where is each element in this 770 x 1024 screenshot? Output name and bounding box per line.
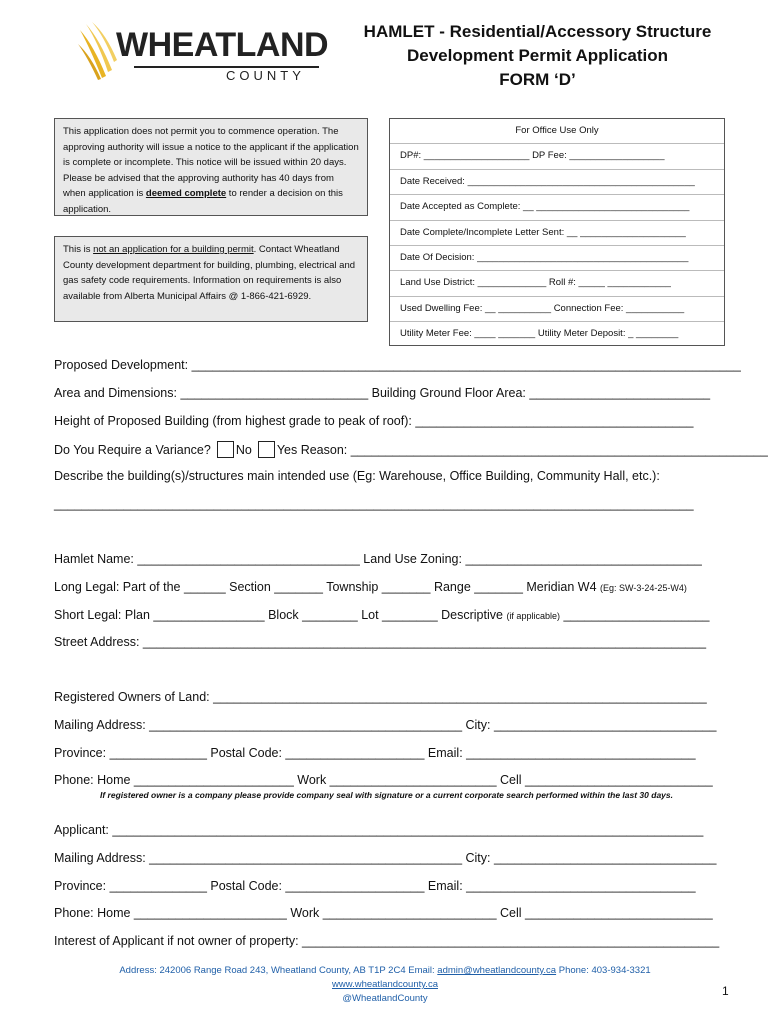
describe-use-field[interactable]: ____________________________________________________________________________________________ — [54, 497, 694, 511]
website-link[interactable]: www.wheatlandcounty.ca — [332, 979, 438, 990]
company-owner-note: If registered owner is a company please provide company seal with signature or a current corporate search performed within the last 30 days. — [100, 790, 673, 800]
building-height-field[interactable]: Height of Proposed Building (from highest grade to peak of roof): ________________________________________ — [54, 414, 694, 428]
notice-text: This application does not permit you to commence operation. The approving authority will issue a notice to the applicant if the application is complete or incomplete. This notice will be issued within 20 days. Please be advised that the approving authority has 40 days from when application is — [63, 126, 359, 199]
short-legal-field[interactable] — [54, 608, 719, 622]
variance-yes-checkbox[interactable] — [258, 441, 275, 458]
title-line-1: HAMLET - Residential/Accessory Structure — [363, 22, 712, 41]
address-label: Address: — [119, 965, 160, 976]
applicant-mailing-field[interactable]: Mailing Address: _____________________________________________ City: ________________________________ — [54, 851, 717, 865]
notice2-text: This is — [63, 244, 94, 255]
owner-phone-field[interactable]: Phone: Home _______________________ Work ________________________ Cell ___________________________ — [54, 773, 713, 787]
footer-contact — [0, 965, 770, 976]
permit-notice-box — [54, 118, 368, 216]
footer-handle — [0, 993, 770, 1004]
applicant-field[interactable]: Applicant: _____________________________________________________________________________________ — [54, 823, 704, 837]
office-row-land-use[interactable]: Land Use District: _____________ Roll #: _____ ____________ — [390, 271, 724, 296]
long-legal-example: (Eg: SW-3-24-25-W4) — [600, 583, 687, 593]
long-legal-text: Long Legal: Part of the ______ Section _______ Township _______ Range _______ Meridian W4 — [54, 580, 601, 594]
office-row-utility-fee[interactable]: Utility Meter Fee: ____ _______ Utility Meter Deposit: _ ________ — [400, 328, 679, 340]
variance-row — [54, 441, 768, 458]
hamlet-zoning-field[interactable]: Hamlet Name: ________________________________ Land Use Zoning: __________________________________ — [54, 552, 702, 566]
variance-no-label: No — [235, 443, 252, 457]
form-title — [340, 20, 735, 92]
building-permit-notice-box — [54, 236, 368, 322]
office-row-dp[interactable]: DP#: ____________________ DP Fee: __________________ — [390, 144, 724, 169]
logo-name: WHEATLAND — [116, 26, 329, 64]
applicant-province-field[interactable]: Province: ______________ Postal Code: ____________________ Email: _________________________________ — [54, 879, 696, 893]
short-legal-text: Short Legal: Plan ________________ Block ________ Lot ________ Descriptive — [54, 608, 507, 622]
footer-phone: 403-934-3321 — [591, 965, 651, 976]
area-dimensions-field[interactable]: Area and Dimensions: ___________________________ Building Ground Floor Area: __________________________ — [54, 386, 711, 400]
title-line-3: FORM ‘D’ — [499, 70, 576, 89]
social-handle: @WheatlandCounty — [342, 993, 428, 1004]
office-use-box — [389, 118, 725, 346]
notice2-text-end: . Contact Wheatland County development department for building, plumbing, electrical and gas safety code requirements. Information on requirements is also available from Alberta Municipal Affairs @ 1-866-421-6929. — [63, 244, 356, 302]
footer-email-link[interactable]: admin@wheatlandcounty.ca — [437, 965, 557, 976]
not-building-permit-text: not an application for a building permit — [93, 244, 254, 255]
long-legal-field[interactable] — [54, 580, 719, 594]
email-label: Email: — [405, 965, 438, 976]
footer-address: 242006 Range Road 243, Wheatland County, AB T1P 2C4 — [159, 965, 406, 976]
interest-of-applicant-field[interactable]: Interest of Applicant if not owner of property: ____________________________________________________________ — [54, 934, 720, 948]
owner-province-field[interactable]: Province: ______________ Postal Code: ____________________ Email: _________________________________ — [54, 746, 696, 760]
proposed-development-field[interactable]: Proposed Development: _______________________________________________________________________________ — [54, 358, 741, 372]
street-address-field[interactable]: Street Address: _________________________________________________________________________________ — [54, 635, 707, 649]
county-logo — [76, 22, 329, 84]
office-row-date-accepted[interactable]: Date Accepted as Complete: __ _____________________________ — [390, 195, 724, 220]
phone-label: Phone: — [556, 965, 592, 976]
deemed-complete-text: deemed complete — [145, 188, 227, 199]
applicant-phone-field[interactable]: Phone: Home ______________________ Work _________________________ Cell ___________________________ — [54, 906, 713, 920]
if-applicable-note: (if applicable) — [506, 611, 560, 621]
describe-use-label: Describe the building(s)/structures main intended use (Eg: Warehouse, Office Building, Community Hall, etc.): — [54, 469, 660, 483]
office-row-letter-sent[interactable]: Date Complete/Incomplete Letter Sent: __ ____________________ — [390, 221, 724, 246]
office-row-date-decision[interactable]: Date Of Decision: ________________________________________ — [390, 246, 724, 271]
office-row-dwelling-fee[interactable]: Used Dwelling Fee: __ __________ Connection Fee: ___________ — [390, 297, 724, 322]
variance-question: Do You Require a Variance? — [54, 443, 211, 457]
notice-text-end: to render a decision on this application. — [63, 188, 343, 215]
title-line-2: Development Permit Application — [406, 46, 669, 65]
footer-website — [0, 979, 770, 990]
page-number: 1 — [722, 984, 729, 998]
variance-reason-field[interactable]: Reason: ____________________________________________________________ — [297, 443, 768, 457]
owner-mailing-field[interactable]: Mailing Address: _____________________________________________ City: ________________________________ — [54, 718, 717, 732]
registered-owners-field[interactable]: Registered Owners of Land: _______________________________________________________________________ — [54, 690, 707, 704]
office-row-date-received[interactable]: Date Received: ___________________________________________ — [390, 170, 724, 195]
descriptive-blank: _____________________ — [559, 608, 710, 622]
variance-yes-label: Yes — [276, 443, 298, 457]
logo-sub: COUNTY — [226, 68, 305, 83]
office-use-header: For Office Use Only — [390, 119, 724, 144]
variance-no-checkbox[interactable] — [217, 441, 234, 458]
